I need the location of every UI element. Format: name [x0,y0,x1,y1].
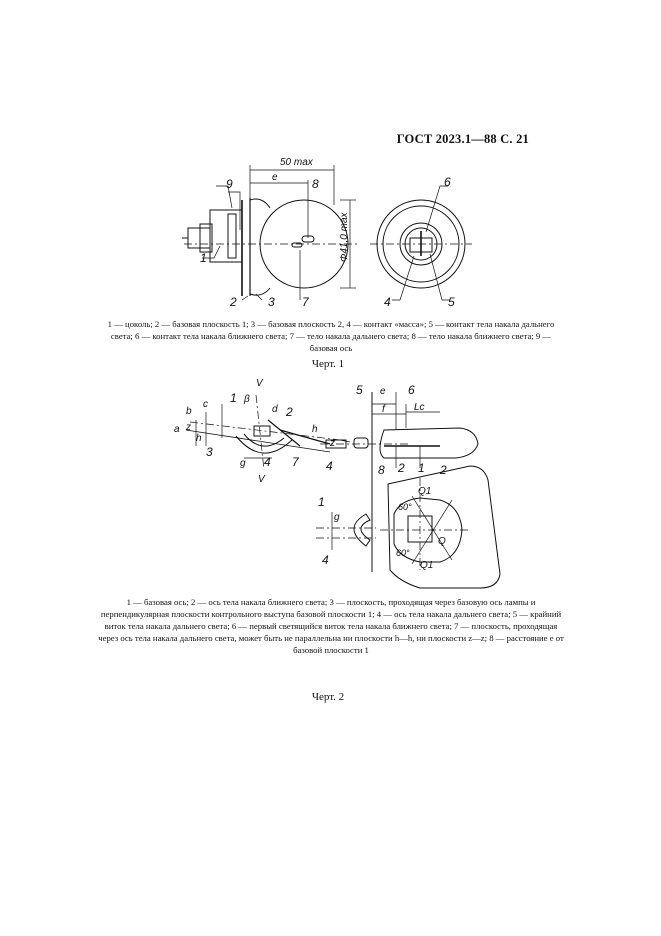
svg-text:2: 2 [286,405,293,419]
svg-text:g: g [334,512,340,523]
svg-text:β: β [244,394,250,405]
svg-text:7: 7 [292,455,299,469]
svg-text:1: 1 [200,251,207,265]
svg-text:2: 2 [398,461,405,475]
svg-text:Q1: Q1 [420,560,434,571]
svg-text:1: 1 [418,461,425,475]
svg-text:5: 5 [356,383,363,397]
svg-text:Lc: Lc [414,402,425,413]
svg-text:2: 2 [230,295,237,309]
svg-text:6: 6 [408,383,415,397]
svg-text:1: 1 [230,391,237,405]
svg-text:f: f [382,404,385,415]
svg-text:7: 7 [302,295,309,309]
svg-text:8: 8 [378,463,385,477]
svg-text:1: 1 [318,495,325,509]
svg-text:4: 4 [384,295,391,309]
svg-text:3: 3 [206,445,213,459]
svg-text:5: 5 [448,295,455,309]
svg-text:c: c [203,399,208,410]
svg-text:h: h [196,433,202,444]
svg-text:z: z [330,438,335,449]
svg-text:4: 4 [322,553,329,567]
dim-diameter-label: Φ41,0 max [339,212,350,262]
page-header: ГОСТ 2023.1—88 С. 21 [396,132,529,146]
svg-text:3: 3 [268,295,275,309]
dim-length-label: 50 max [280,157,313,168]
dim-e-label: e [272,172,278,183]
figure-2-title: Черт. 2 [311,691,345,703]
svg-text:60°: 60° [396,548,410,558]
svg-text:V: V [256,378,263,389]
svg-text:e: e [380,386,386,397]
svg-text:a: a [174,424,180,435]
svg-text:6: 6 [444,175,451,189]
svg-text:2: 2 [440,463,447,477]
svg-text:Q: Q [438,536,446,547]
svg-text:b: b [186,406,192,417]
figure-1-title: Черт. 1 [311,358,345,370]
svg-text:8: 8 [312,177,319,191]
svg-text:4: 4 [264,455,271,469]
svg-text:60°: 60° [398,502,412,512]
svg-text:9: 9 [226,177,233,191]
svg-text:h: h [312,424,318,435]
svg-text:d: d [272,404,278,415]
figure-1-caption: 1 — цоколь; 2 — базовая плоскость 1; 3 — базовая плоскость 2, 4 — контакт «масса»; 5 — контакт тела накала дальнего света; 6 — контакт тела накала ближнего света; 7 — тело накала дальнего света; 8 — тело накала ближнего света; 9 — базовая ось [107,319,555,353]
svg-text:V: V [258,474,265,485]
svg-text:g: g [240,458,246,469]
figure-2-caption: 1 — базовая ось; 2 — ось тела накала ближнего света; 3 — плоскость, проходящая через базовую ось лампы и перпендикулярная плоскости контрольного выступа базовой плоскости 1; 4 — ось тела накала дальнего света; 5 — крайний виток тела накала дальнего света; 6 — первый светящийся виток тела накала ближнего света; 7 — плоскость, проходящая через ось тела накала дальнего света, может быть не параллельна ни плоскости h—h, ни плоскости z—z; 8 — расстояние e от базовой плоскости 1 [98,597,564,655]
svg-text:Q1: Q1 [418,486,432,497]
svg-text:4: 4 [326,459,333,473]
svg-text:z: z [186,422,191,433]
